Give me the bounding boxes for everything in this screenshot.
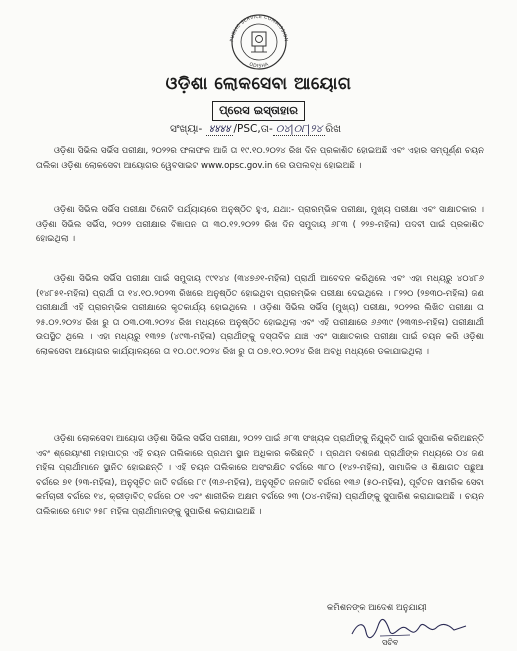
paragraph-recommendations: ଓଡ଼ିଶା ଲୋକସେବା ଆୟୋଗ ଓଡ଼ିଶା ସିଭିଲ ସର୍ଭିସ ପରୀକ୍ଷା, ୨୦୨୨ ପାଇଁ ୬୮୩ ସଂଖ୍ୟକ ପ୍ରାର୍ଥୀଙ୍କୁ ନିଯୁକ୍ତି ପାଇଁ ସୁପାରିଶ କରିଅଛନ୍ତି ଏବଂ ଶ୍ରେୟାଂଶୀ ମହାପାତ୍ର ଏହି ଚୟନ ତାଲିକାରେ ପ୍ରଥମ ସ୍ଥାନ ଅଧିକାର କରିଛନ୍ତି । ପ୍ରଥମ ଦଶଜଣ ପ୍ରାର୍ଥୀଙ୍କ ମଧ୍ୟରେ ୦୪ ଜଣ ମହିଳା ପ୍ରାର୍ଥୀମାନେ ସ୍ଥାନିତ ହୋଇଛନ୍ତି । ଏହି ଚୟନ ତାଲିକାରେ ଅସଂରକ୍ଷିତ ବର୍ଗରେ ୩୮୦ (୧୪୨-ମହିଳା), ସାମାଜିକ ଓ ଶିକ୍ଷାଗତ ପଛୁଆ ବର୍ଗରେ ୭୧ (୨୩-ମହିଳା), ଅନୁସୂଚିତ ଜାତି ବର୍ଗରେ ୮୯ (୩୬-ମହିଳା), ଅନୁସୂଚିତ ଜନଜାତି ବର୍ଗରେ ୧୩୬ (୫୦-ମହିଳା), ପୂର୍ବତନ ସାମରିକ ସେବା କର୍ମଚାରୀ ବର୍ଗରେ ୧୪, କ୍ରୀଡ଼ାବିତ୍ ବର୍ଗରେ ୦୧ ଏବଂ ଶାରୀରିକ ଅକ୍ଷମ ବର୍ଗରେ ୨୩ (୦୪-ମହିଳା) ପ୍ରାର୍ଥୀଙ୍କୁ ସୁପାରିଶ କରାଯାଇଅଛି । ଚୟନ ତାଲିକାରେ ମୋଟ ୨୫୮ ମହିଳା ପ୍ରାର୍ଥୀମାନଙ୍କୁ ସୁପାରିଶ କରାଯାଇଅଛି ।	[36, 434, 484, 517]
reference-date: ୦୪|୦୮|୨୪	[273, 123, 325, 136]
press-release-heading-wrap	[0, 99, 517, 121]
reference-label: ସଂଖ୍ୟା	[170, 123, 199, 135]
organization-name: ଓଡ଼ିଶା ଲୋକସେବା ଆୟୋଗ	[165, 74, 352, 94]
secretary-designation: ସଚିବ	[382, 638, 399, 647]
seal-bottom-text: ODISHA	[248, 62, 270, 70]
reference-line: ସଂଖ୍ୟା- ४४४४ /PSC,ତା- ୦୪|୦୮|୨୪ ରିଖ	[170, 123, 342, 135]
reference-number: ४४४४	[206, 123, 234, 136]
svg-text:PUBLIC SERVICE COMMISSION	[229, 14, 289, 42]
commission-seal-icon	[221, 8, 297, 70]
seal-top-text: PUBLIC SERVICE COMMISSION	[230, 14, 288, 43]
press-release-heading: ପ୍ରେସ ଇସ୍ତାହାର	[212, 101, 305, 121]
reference-suffix: ରିଖ	[325, 123, 342, 135]
paragraph-exam-stages: ଓଡ଼ିଶା ସିଭିଲ ସର୍ଭିସ ପରୀକ୍ଷା ତିନୋଟି ପର୍ଯ୍ୟାୟରେ ଅନୁଷ୍ଠିତ ହୁଏ, ଯଥା:- ପ୍ରାରମ୍ଭିକ ପରୀକ୍ଷା, ମୁଖ୍ୟ ପରୀକ୍ଷା ଏବଂ ସାକ୍ଷାତକାର । ଓଡ଼ିଶା ସିଭିଲ ସର୍ଭିସ, ୨୦୨୨ ପରୀକ୍ଷାର ବିଜ୍ଞାପନ ତା ୩୦.୧୨.୨୦୨୨ ରିଖ ଦିନ ସମୁଦାୟ ୬୮୩ ( ୨୨୭-ମହିଳା) ପଦବୀ ପାଇଁ ପ୍ରକାଶିତ ହୋଇଥିଲା ।	[36, 205, 484, 245]
reference-mid: /PSC,ତା-	[233, 123, 273, 135]
commission-order-line: କମିଶନଙ୍କ ଆଦେଶ ଅନୁଯାୟୀ	[327, 603, 427, 613]
secretary-signature-icon	[350, 618, 470, 640]
paragraph-exam-statistics: ଓଡ଼ିଶା ସିଭିଲ ସର୍ଭିସ ପରୀକ୍ଷା ପାଇଁ ସମୁଦାୟ ୯୯୧୪୪ (୩୪୭୬୧-ମହିଳା) ପ୍ରାର୍ଥୀ ଆବେଦନ କରିଥିଲେ ଏବଂ ଏହା ମଧ୍ୟରୁ ୪୦୪୮୬ (୧୪୮୫୧-ମହିଳା) ପ୍ରାର୍ଥୀ ତା ୧୪.୧୦.୨୦୨୩ ରିଖରେ ଅନୁଷ୍ଠିତ ହୋଇଥିବା ପ୍ରାରମ୍ଭିକ ପରୀକ୍ଷା ଦେଇଥିଲେ । ୮୨୨୦ (୨୭୩୦-ମହିଳା) ଜଣ ପରୀକ୍ଷାର୍ଥୀ ଏହି ପ୍ରାରମ୍ଭିକ ପରୀକ୍ଷାରେ କୃତକାର୍ଯ୍ୟ ହୋଇଥିଲେ । ଓଡ଼ିଶା ସିଭିଲ ସର୍ଭିସ (ମୁଖ୍ୟ) ପରୀକ୍ଷା, ୨୦୨୨ର ଲିଖିତ ପରୀକ୍ଷା ତା ୨୫.୦୨.୨୦୨୪ ରିଖ ରୁ ତା ୦୩.୦୩.୨୦୨୪ ରିଖ ମଧ୍ୟରେ ଅନୁଷ୍ଠିତ ହୋଇଥିଲା ଏବଂ ଏହି ପରୀକ୍ଷାରେ ୬୬୩୯ (୨୩୩୭-ମହିଳା) ପରୀକ୍ଷାର୍ଥୀ ଉପସ୍ଥିତ ଥିଲେ । ଏହା ମଧ୍ୟରୁ ୧୩୨୭ (୪୯୩-ମହିଳା) ପ୍ରାର୍ଥୀଙ୍କୁ ଦସ୍ତାବିଜ ଯାଞ୍ଚ ଏବଂ ସାକ୍ଷାତକାର ପରୀକ୍ଷା ପାଇଁ ଚୟନ କରି ଓଡ଼ିଶା ଲୋକସେବା ଆୟୋଗର କାର୍ଯ୍ୟାଳୟରେ ତା ୧୦.୦୯.୨୦୨୪ ରିଖ ରୁ ତା ୦୭.୧୦.୨୦୨୪ ରିଖ ଅବଧି ମଧ୍ୟରେ ଡକାଯାଇଥିଲା ।	[36, 274, 484, 357]
paragraph-result-published: ଓଡ଼ିଶା ସିଭିଲ ସର୍ଭିସ ପରୀକ୍ଷା, ୨୦୨୨ର ଫଳାଫଳ ଆଜି ତା ୧୯.୧୦.୨୦୨୪ ରିଖ ଦିନ ପ୍ରକାଶିତ ହୋଇଅଛି ଏବଂ ଏହାର ସମ୍ପୂର୍ଣ୍ଣ ଚୟନ ତାଲିକା ଓଡ଼ିଶା ଲୋକସେବା ଆୟୋଗର ୱେବସାଇଟ www.opsc.gov.in ରେ ଉପଲବ୍ଧ ହୋଇଅଛି ।	[36, 146, 484, 171]
